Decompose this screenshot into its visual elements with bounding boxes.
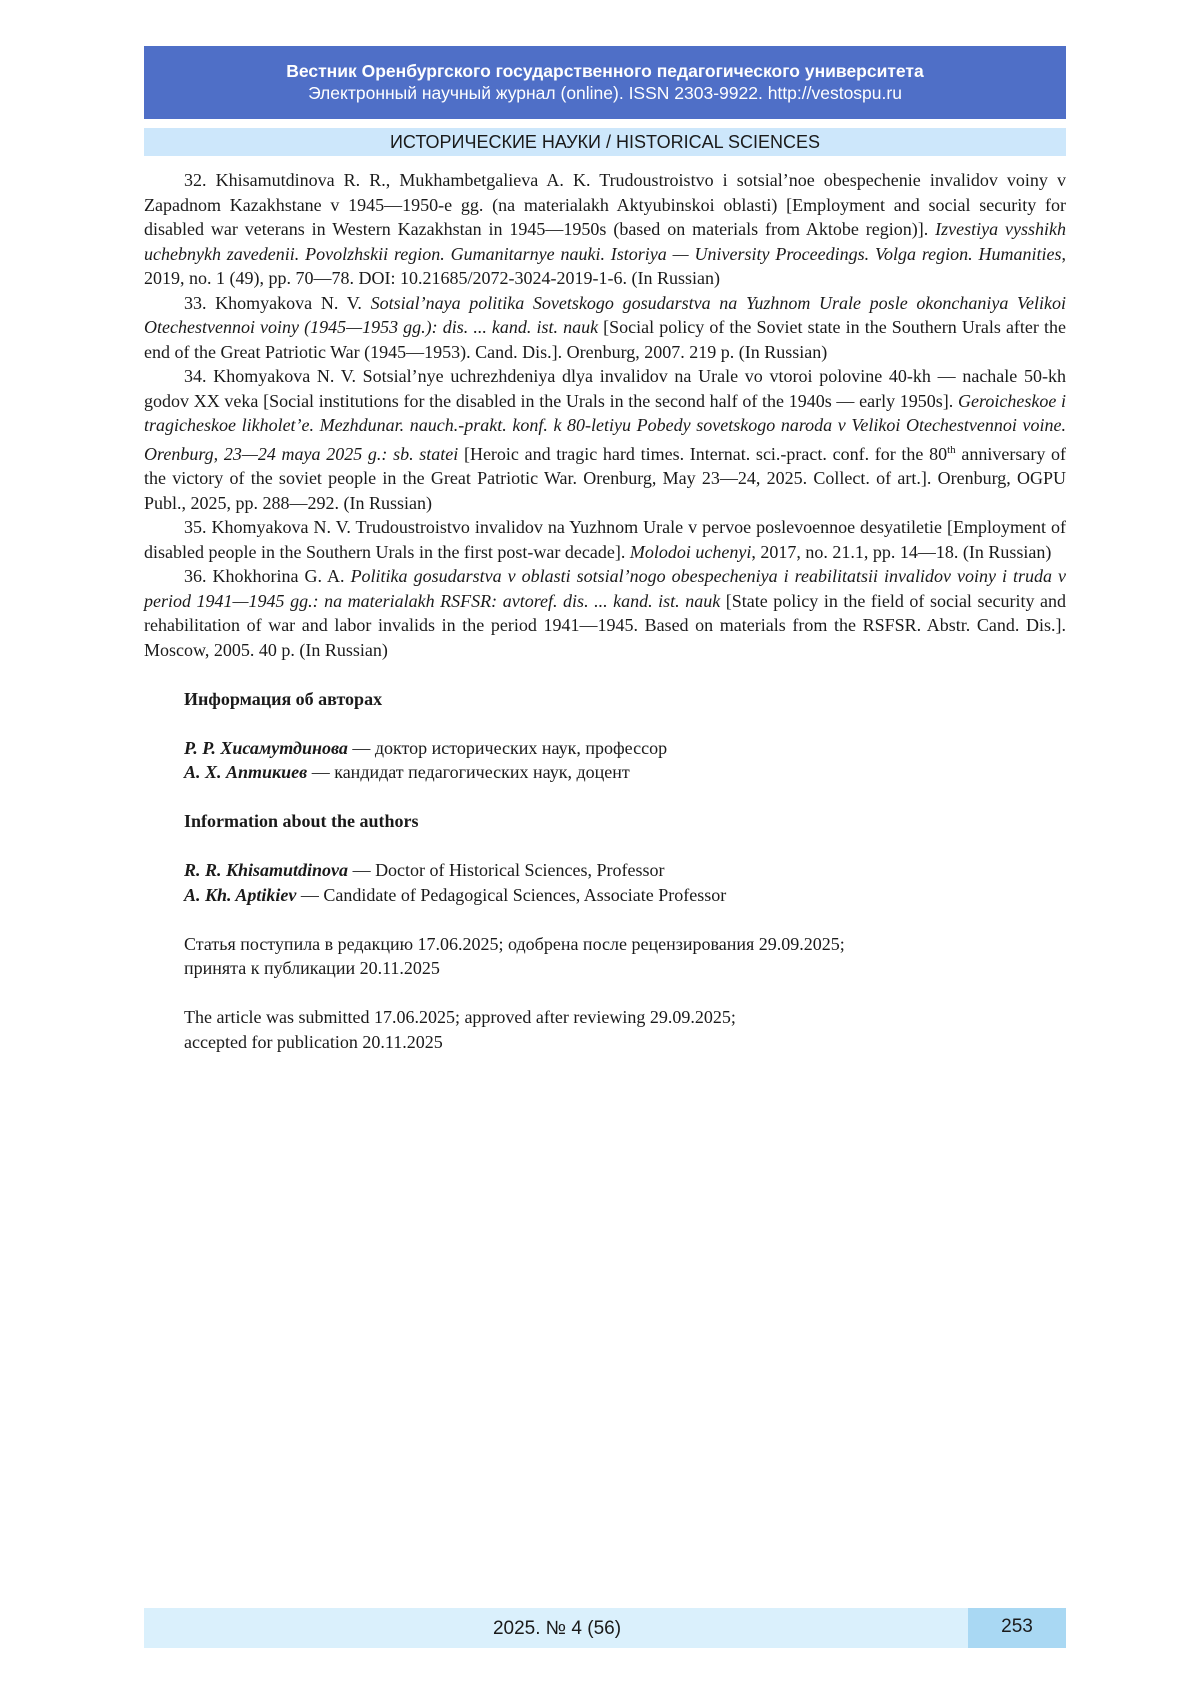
section-title: ИСТОРИЧЕСКИЕ НАУКИ / HISTORICAL SCIENCES [144,128,1066,156]
ref-source: Izvestiya vysshikh uchebnykh zavedenii. Povolzhskii region. Gumanitarnye nauki. Istoriya — University Proceedings. Volga region. Humanities [144,219,1067,264]
ref-text: 36. Khokhorina G. A. [184,566,351,586]
ref-text: 33. Khomyakova N. V. [184,292,371,313]
dates-ru-line-1: Статья поступила в редакцию 17.06.2025; одобрена после рецензирования 29.09.2025; [184,933,845,954]
ref-text: , 2019, no. 1 (49), pp. 70—78. DOI: 10.21685/2072-3024-2019-1-6. (In Russian) [144,243,1066,288]
reference-35 [144,515,1066,564]
spacer [184,785,1066,810]
author-role: — Candidate of Pedagogical Sciences, Associate Professor [296,884,727,905]
ref-text: anniversary of the victory of the soviet people in the Great Patriotic War. Orenburg, May 23—24, 2025. Collect. of art.]. Orenburg, OGPU Publ., 2025, pp. 288—292. (In Russian) [144,443,1066,513]
ref-text: 35. Khomyakova N. V. Trudoustroistvo invalidov na Yuzhnom Urale v pervoe poslevoennoe desyatiletie [Employment of disabled people in the Southern Urals in the first post-war decade]. [144,517,1066,562]
ref-source: Sotsial’naya politika Sovetskogo gosudarstva na Yuzhnom Urale posle okonchaniya Velikoi Otechestvennoi voiny (1945—1953 gg.): dis. ... kand. ist. nauk [144,292,1066,337]
spacer [184,711,1066,736]
author-2-en [184,883,1066,908]
ref-superscript: th [947,443,956,456]
page-number: 253 [968,1608,1066,1648]
journal-subtitle: Электронный научный журнал (online). ISSN 2303-9922. http://vestospu.ru [308,83,902,103]
author-role: — Doctor of Historical Sciences, Professor [348,860,665,880]
authors-heading-ru: Информация об авторах [184,688,383,709]
reference-33 [144,291,1066,365]
authors-info-ru [144,687,1066,1055]
author-name: A. Kh. Aptikiev [184,884,297,905]
reference-36 [144,564,1066,662]
ref-text: [Heroic and tragic hard times. Internat. sci.-pract. conf. for the 80 [458,443,948,464]
ref-text: [Social policy of the Soviet state in the Southern Urals after the end of the Great Patriotic War (1945—1953). Cand. Dis.]. Orenburg, 2007. 219 p. (In Russian) [144,317,1066,362]
author-role: — доктор исторических наук, профессор [347,737,668,758]
ref-text: [State policy in the field of social security and rehabilitation of war and labor invalids in the period 1941—1945. Based on materials from the RSFSR. Abstr. Cand. Dis.]. Moscow, 2005. 40 p. (In Russian) [144,590,1066,660]
spacer [184,907,1066,932]
author-1-en [184,858,1066,883]
dates-en-line-1: The article was submitted 17.06.2025; approved after reviewing 29.09.2025; [184,1007,736,1027]
spacer [184,981,1066,1006]
author-name: Р. Р. Хисамутдинова [184,737,348,758]
spacer [144,662,1066,687]
dates-ru-line-2: принята к публикации 20.11.2025 [184,958,440,978]
reference-32 [144,168,1066,291]
ref-text: , 2017, no. 21.1, pp. 14—18. (In Russian) [751,541,1052,562]
page-footer [144,1608,1066,1648]
ref-text: 34. Khomyakova N. V. Sotsial’nye uchrezhdeniya dlya invalidov na Urale vo vtoroi polovine 40-kh — nachale 50-kh godov XX veka [Social institutions for the disabled in the Urals in the second half of the 1940s — early 1950s]. [144,366,1066,411]
authors-heading-en: Information about the authors [184,811,419,831]
issue-number: 2025. № 4 (56) [492,1618,622,1639]
author-role: — кандидат педагогических наук, доцент [307,762,630,782]
journal-header [144,46,1066,119]
author-name: А. Х. Аптикиев [184,762,308,782]
author-1-ru [184,736,1066,761]
ref-source: Geroicheskoe i tragicheskoe likholet’e. Mezhdunar. nauch.-prakt. konf. k 80-letiyu Pobedy sovetskogo naroda v Velikoi Otechestvennoi voine. Orenburg, 23—24 maya 2025 g.: sb. statei [144,390,1067,464]
article-body [144,168,1066,1054]
spacer [184,834,1066,859]
ref-source: Molodoi uchenyi [629,541,752,562]
ref-source: Politika gosudarstva v oblasti sotsial’nogo obespecheniya i reabilitatsii invalidov voiny i truda v period 1941—1945 gg.: na materialakh RSFSR: avtoref. dis. ... kand. ist. nauk [144,566,1066,611]
dates-en-line-2: accepted for publication 20.11.2025 [184,1031,443,1052]
journal-title: Вестник Оренбургского государственного педагогического университета [286,61,924,81]
reference-34 [144,364,1066,515]
ref-text: 32. Khisamutdinova R. R., Mukhambetgalieva A. K. Trudoustroistvo i sotsial’noe obespechenie invalidov voiny v Zapadnom Kazakhstane v 1945—1950-e gg. (na materialakh Aktyubinskoi oblasti) [Employment and social security for disabled war veterans in Western Kazakhstan in 1945—1950s (based on materials from Aktobe region)]. [144,170,1066,239]
author-name: R. R. Khisamutdinova [184,860,349,880]
author-2-ru [184,760,1066,785]
